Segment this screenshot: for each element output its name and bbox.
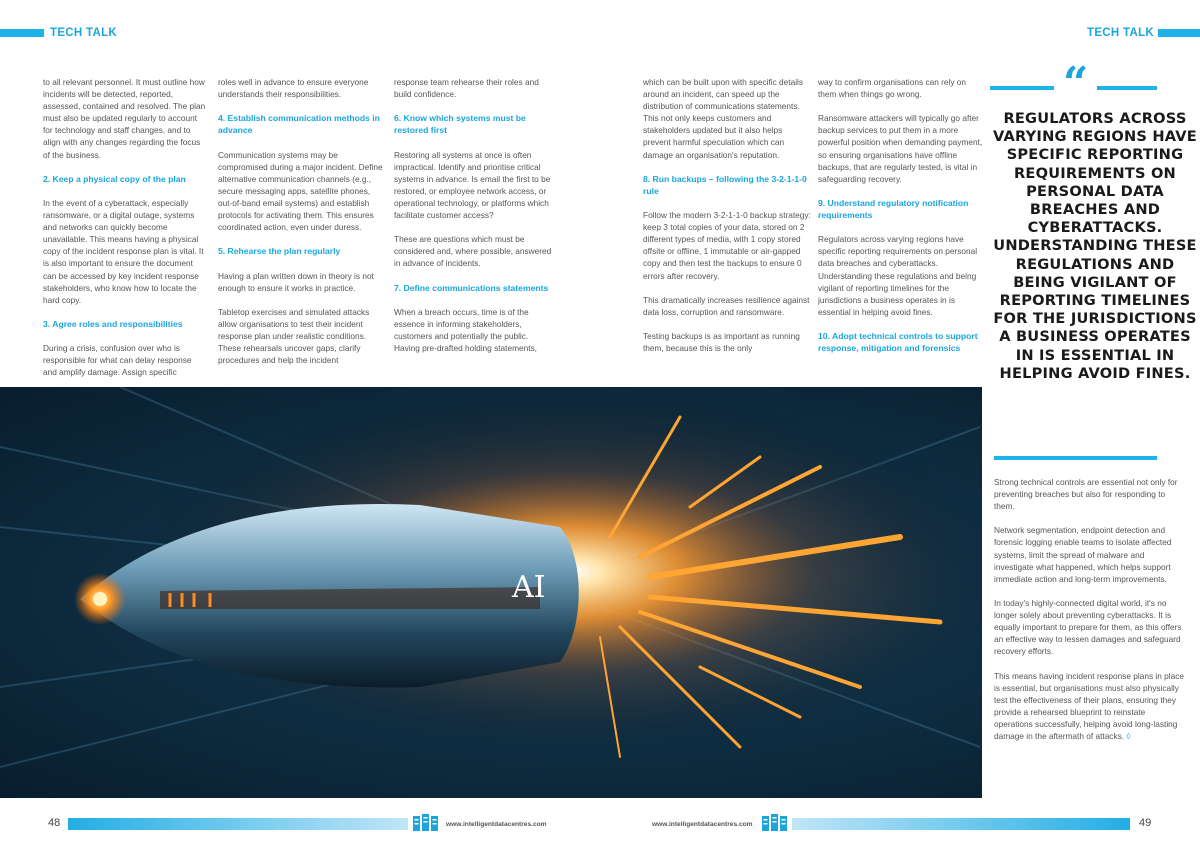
footer-bar-right: [792, 818, 1130, 830]
section-heading: 9. Understand regulatory notification requirements: [818, 197, 969, 221]
body-paragraph: During a crisis, confusion over who is responsible for what can delay response and amplify damage. Assign specific: [43, 343, 192, 378]
sidebar-last-text: This means having incident response plans in place is essential, but organisations must also physically test the effectiveness of their plans, ensuring they provide a rehearsed blueprint to reinstate operations successfully, helping avoid long-lasting damage in the aftermath of attacks.: [994, 670, 1185, 741]
sidebar-paragraph: In today's highly-connected digital world, it's no longer solely about preventing cyberattacks. It is equally important to prepare for them, as this offers an effective way to lessen damages and safeguard recovery efforts.: [994, 597, 1182, 657]
body-paragraph: way to confirm organisations can rely on them when things go wrong.: [818, 77, 967, 100]
body-paragraph: Testing backups is as important as running them, because this is the only: [643, 330, 800, 354]
body-paragraph: Follow the modern 3-2-1-1-0 backup strategy: keep 3 total copies of your data, stored on 2 different types of media, with 1 copy stored offsite or offline, 1 immutable or air-gapped copy and then test the backups to ensure 0 errors after recovery.: [643, 210, 811, 281]
header-label-left: TECH TALK: [50, 27, 118, 39]
pull-quote: REGULATORS ACROSS VARYING REGIONS HAVE SPECIFIC REPORTING REQUIREMENTS ON PERSONAL DATA BREACHES AND CYBERATTACKS. UNDERSTANDING THESE REGULATIONS AND BEING VIGILANT OF REPORTING TIMELINES FOR THE JURISDICTIONS A BUSINESS OPERATES IN IS ESSENTIAL IN HELPING AVOID FINES.: [993, 110, 1197, 382]
article-column-2: [218, 76, 385, 378]
site-logo-icon: [412, 813, 440, 833]
body-paragraph: This dramatically increases resilience against data loss, corruption and ransomware.: [643, 294, 810, 317]
quote-rule-top-right: [1097, 86, 1157, 90]
body-paragraph: When a breach occurs, time is of the essence in informing stakeholders, customers and potentially the public. Having pre-drafted holding statements,: [394, 306, 537, 354]
section-heading: 7. Define communications statements: [394, 282, 549, 293]
body-paragraph: Tabletop exercises and simulated attacks allow organisations to test their incident response plan under realistic conditions. These rehearsals uncover gaps, clarify procedures and help the incident: [218, 306, 370, 366]
sidebar-paragraph: Network segmentation, endpoint detection and forensic logging enable teams to isolate affected systems, limit the spread of malware and investigate what happened, which helps support immediate action and long-term improvements.: [994, 525, 1172, 584]
header-label-right: TECH TALK: [1087, 27, 1155, 39]
sidebar-paragraph: [994, 670, 1186, 743]
ai-bullet-illustration: [0, 387, 982, 798]
section-heading: 8. Run backups – following the 3-2-1-1-0 rule: [643, 173, 807, 196]
body-paragraph: roles well in advance to ensure everyone understands their responsibilities.: [218, 77, 369, 100]
site-logo-icon: [761, 813, 789, 833]
section-heading: 6. Know which systems must be restored first: [394, 113, 526, 136]
section-heading: 5. Rehearse the plan regularly: [218, 246, 341, 257]
page-number-right: 49: [1139, 817, 1152, 829]
body-paragraph: to all relevant personnel. It must outline how incidents will be detected, reported, assessed, contained and resolved. The plan must also be updated regularly to account for technology and staff changes, and to align with any changes regarding the focus of the business.: [43, 77, 206, 160]
body-paragraph: In the event of a cyberattack, especially ransomware, or a digital outage, systems and networks can quickly become unavailable. This means having a physical copy of the incident response plan is vital. It is also important to ensure the document can be accessed by key incident response stakeholders, who know how to locate the hard copy.: [43, 197, 204, 305]
section-heading: 4. Establish communication methods in advance: [218, 113, 380, 136]
footer-bar-left: [68, 818, 408, 830]
body-paragraph: response team rehearse their roles and build confidence.: [394, 77, 539, 100]
section-heading: 3. Agree roles and responsibilities: [43, 318, 183, 329]
article-column-3: [394, 76, 554, 366]
end-mark-icon: ◊: [1126, 730, 1131, 741]
header-bar-left: [0, 29, 44, 37]
body-paragraph: Restoring all systems at once is often impractical. Identify and prioritise critical systems in advance. Is email the first to be restored, or employee network access, or operational technology, or platforms which facilitate customer access?: [394, 149, 551, 221]
article-column-4: [643, 76, 811, 366]
article-column-5: [818, 76, 984, 366]
body-paragraph: Communication systems may be compromised during a major incident. Define alternative communication channels (e.g., secure messaging apps, satellite phones, out-of-band email systems) and establish protocols for activating them. This ensures coordinated action, even under duress.: [218, 149, 383, 233]
page-number-left: 48: [48, 817, 61, 829]
body-paragraph: Regulators across varying regions have specific reporting requirements on personal data breaches and cyberattacks. Understanding these regulations and being vigilant of reporting timelines for the jurisdictions a business operates in is essential in helping avoid fines.: [818, 234, 978, 317]
section-heading: 2. Keep a physical copy of the plan: [43, 173, 186, 184]
hero-ai-label: AI: [512, 570, 546, 605]
hero-image: [0, 387, 982, 798]
sidebar-paragraph: Strong technical controls are essential not only for preventing breaches but also for responding to them.: [994, 477, 1178, 512]
body-paragraph: These are questions which must be considered and, where possible, answered in advance of incidents.: [394, 234, 552, 269]
quote-rule-top-left: [990, 86, 1054, 90]
footer-url-left[interactable]: www.intelligentdatacentres.com: [446, 821, 547, 828]
quote-rule-bottom: [994, 456, 1157, 460]
header-bar-right: [1158, 29, 1200, 37]
body-paragraph: Ransomware attackers will typically go after backup services to put them in a more powerful position when demanding payment, so ensuring organisations have offline backups, that are regularly tested, is vital in safeguarding recovery.: [818, 113, 983, 184]
quote-marks-icon: “: [1063, 58, 1089, 109]
article-column-1: [43, 76, 207, 390]
sidebar-column: [994, 476, 1186, 754]
body-paragraph: Having a plan written down in theory is not enough to ensure it works in practice.: [218, 270, 374, 293]
section-heading: 10. Adopt technical controls to support response, mitigation and forensics: [818, 330, 978, 354]
body-paragraph: which can be built upon with specific details around an incident, can speed up the distribution of communications statements. This not only keeps customers and stakeholders updated but it also helps prevent harmful speculation which can damage an organisation's reputation.: [643, 77, 804, 160]
footer-url-right[interactable]: www.intelligentdatacentres.com: [652, 821, 753, 828]
